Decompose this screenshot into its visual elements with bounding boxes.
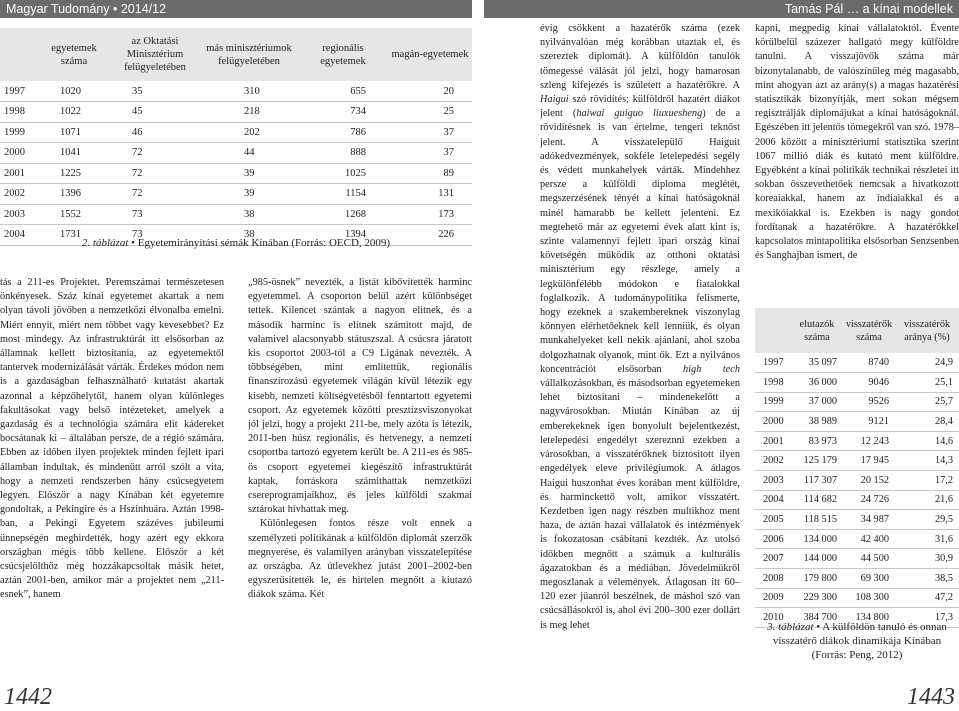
table-row	[755, 549, 959, 569]
text-run: ) de a rövidítésnek is van értelme, tengeri teknőst jelent. A visszatelepülő Haiguit adókedvezmények, sokféle letelepedési segély és védett munkahelyek várták. Mindehhez persze a külföldi diploma meglétét, megszerzésének tényét a kínai hatóságoknál minél hamarabb be kellett jelenteni. Ez megtehető már az egyetemi évek alatt kint is, szinte valamennyi fejlett ipari ország kínai követségén működik az otthoni oktatási minisztérium egy részlege, amely a legkülönfélébb módokon e fiatalokkal foglalkozik. A tudománypolitika felismerte, hogy ezeknek a szakembereknek viszonylag könnyen elérhetőeknek kell lenniük, és olyan munkahelyeket kell nekik ajánlani, ahol szoba dolgozhatnak olyanok, mint ők. Ezt a nyilvános koncentrációt elsősorban	[540, 108, 740, 375]
table-cell: 2007	[755, 549, 791, 569]
table-cell: 2008	[755, 569, 791, 589]
table-cell: 218	[200, 102, 298, 123]
table-row	[0, 204, 472, 225]
table-cell: 73	[110, 204, 200, 225]
table-cell: 2002	[0, 184, 38, 205]
table-cell: 28,4	[895, 412, 959, 432]
table-cell: 1396	[38, 184, 110, 205]
table-cell: 655	[298, 81, 388, 102]
table-cell: 17 945	[843, 451, 895, 471]
table-cell: 9526	[843, 392, 895, 412]
table-cell: 2000	[755, 412, 791, 432]
table-cell: 131	[388, 184, 472, 205]
italic-run: haiwai guiguo liuxuesheng	[576, 108, 703, 120]
table-header-cell: regionális egyetemek	[298, 28, 388, 81]
paragraph: „985-ösnek” nevezték, a listát kibővítették harminc egyetemmel. A csoporton belül azért különbséget tettek. Kilencet szántak a nagyon elitnek, és a második harminc is elitnek számított majd, de valamivel alacsonyabb státuszszal. A csúcsra járatott kis csoportot 2003-tól a C9 Ligának nevezték. A többségében, mint említettük, regionális finanszírozású egyetemek világán kívül létezik egy kisebb, nemzeti költségvetésből fenntartott egyetemi csoport. Az egyetemek közötti presztízsviszonyokat jól jelzi, hogy a projekt 211-be, mely azóta is létezik, 2011-ben húsz regionális, és hetvenegy, a nemzeti csoportba tartozó egyetem került be. A 211-es és 985-ös csoport egyetemei kiegészítő infrastruktúrát kaptak, forráskora számíthattak nemzetközi csereprogramjaikhoz, és jeles külföldi szakmai sztárokat hívhattak meg.	[248, 277, 472, 516]
text-run: szó rövidítés; külföldről hazatért diákot jelent (	[540, 94, 740, 120]
table-cell: 1731	[38, 225, 110, 246]
text-column-3	[540, 22, 740, 670]
table-cell: 2001	[755, 431, 791, 451]
table-2-caption	[0, 236, 472, 250]
table-cell: 1154	[298, 184, 388, 205]
table-cell: 25	[388, 102, 472, 123]
caption-text: • A külföldön tanuló és onnan visszatérő diákok dinamikája Kínában (Forrás: Peng, 2012)	[772, 621, 947, 661]
caption-label: 2. táblázat	[81, 237, 129, 249]
table-cell: 17,2	[895, 471, 959, 491]
table-cell: 1394	[298, 225, 388, 246]
table-header-cell: az Oktatási Minisztérium felügyeletében	[110, 28, 200, 81]
text-run: vállalkozásokban, és másodsorban egyetemeken lehet biztosítani – mindenekelőtt a nagyvárosokban. Miután Kínában az új emberekeknek igen bonyolult bejelentkezést, letelepedési engedélyt szereznni ezekben a városokban, a visszatérőknek biztosított ilyen engedélyek eleve privilégiumok. A átlagos Haigui huszonhat éves korában ment külföldre, és harminckettő volt, amikor visszatért. Kezdetben igen nagy részben multikhoz ment haza, de aztán hazai vállalatok és intézmények is fokozatosan csábítani kezdték. Az utolsó időkben megnőtt a számuk a kulturális ágazatokban és a médiában. Jövedelmükről megoszlanak a vélemények. Átlagosan itt 60–120 ezer jüanról beszélnek, de máshol szó van csúcsállásokról is, ahol évi 200–300 ezer dollárt is meg lehet	[540, 378, 740, 631]
table-cell: 1025	[298, 163, 388, 184]
table-cell: 72	[110, 184, 200, 205]
table-cell: 14,3	[895, 451, 959, 471]
table-row	[0, 122, 472, 143]
page-number-left: 1442	[4, 684, 52, 710]
table-cell: 1999	[0, 122, 38, 143]
table-cell: 1225	[38, 163, 110, 184]
table-cell: 73	[110, 225, 200, 246]
table-cell: 2004	[755, 490, 791, 510]
table-cell: 310	[200, 81, 298, 102]
table-cell: 36 000	[791, 373, 843, 393]
table-header-cell: magán-egyetemek	[388, 28, 472, 81]
table-header-cell: egyetemek száma	[38, 28, 110, 81]
table-cell: 1071	[38, 122, 110, 143]
running-header-left: Magyar Tudomány • 2014/12	[0, 0, 472, 18]
table-cell: 25,1	[895, 373, 959, 393]
table-cell: 2006	[755, 529, 791, 549]
table-cell: 1999	[755, 392, 791, 412]
paragraph: Különlegesen fontos része volt ennek a személyzeti politikának a külföldön diplomát szerzők megnyerése, és valamilyen arányban visszatelepítése az országba. Az útlevekhez jutást 2001–2002-ben egyszerűsítették le, és hirtelen megnőtt a kiutazó diákok száma. Két	[248, 518, 472, 601]
text-column-1	[0, 276, 224, 674]
table-cell: 38	[200, 225, 298, 246]
table-cell: 37	[388, 122, 472, 143]
table-cell: 37	[388, 143, 472, 164]
table-cell: 1041	[38, 143, 110, 164]
table-cell: 35	[110, 81, 200, 102]
table-row	[755, 412, 959, 432]
table-cell: 44	[200, 143, 298, 164]
table-cell: 34 987	[843, 510, 895, 530]
table-cell: 2005	[755, 510, 791, 530]
table-cell: 888	[298, 143, 388, 164]
table-cell: 31,6	[895, 529, 959, 549]
table-cell: 45	[110, 102, 200, 123]
table-cell: 8740	[843, 353, 895, 373]
table-header-row	[755, 308, 959, 353]
table-cell: 2002	[755, 451, 791, 471]
table-cell: 1552	[38, 204, 110, 225]
table-cell: 20 152	[843, 471, 895, 491]
table-row	[755, 353, 959, 373]
table-row	[755, 569, 959, 589]
table-cell: 2000	[0, 143, 38, 164]
table-cell: 1998	[755, 373, 791, 393]
table-row	[755, 510, 959, 530]
table-cell: 786	[298, 122, 388, 143]
table-header-cell	[755, 308, 791, 353]
table-cell: 2009	[755, 588, 791, 608]
table-cell: 20	[388, 81, 472, 102]
table-cell: 37 000	[791, 392, 843, 412]
running-header-right: Tamás Pál … a kínai modellek	[484, 0, 959, 18]
table-cell: 9046	[843, 373, 895, 393]
table-cell: 134 800	[843, 608, 895, 628]
text-run: évig csökkent a hazatérők száma (ezek nyilvánvalóan még korábban utaztak el, és szereztek diplomát). A külföldön tanulók tömegessé válását jól jelzi, hogy hamarosan szleng kifejezés is született a hazatérőkre. A	[540, 23, 740, 91]
paragraph: tás a 211-es Projektet. Peremszámai természetesen önkényesek. Száz kínai egyetemet akartak a nem olyan távoli jövőben a nemzetközi élvonalba emelni. Miért ennyit, miért nem többet vagy kevesebbet? Ez most mindegy. Az infrastruktúrát itt elsősorban az államnak kellett biztosítania, az egyetemektől tantervek modernizálását várták. Érdekes módon nem is a gazdaságban felhasználható kutatást akartak azonnal a képzőhelytől, hanem olyan különleges fakultásokat vagy belső intézeteket, amelyek a gazdaság és a technológia számára elit kádereket bocsátanak ki – általában persze, de a régió számára. Ebben az időben ilyen projektek minden fejlett ipari államban indultak, és mindenütt arról szólt a vita, hogy a nemzeti rendszerben hány csúcsegyetem legyen. Először a nagy Kínában két egyetemre gondoltak, a Pekingire és a Hszinhuára. Aztán 1998-ban, a Pekingi Egyetem százéves jubileumi ünnepségén meghirdették, hogy azért egy ekkora országban mégis több kellene. Először a két csúcsjelölthöz még hozzákapcsoltak másik hetet, aztán 2001-ben, amikor már a projektet nem „211-esnek”, hanem	[0, 277, 224, 601]
table-cell: 118 515	[791, 510, 843, 530]
table-cell: 108 300	[843, 588, 895, 608]
text-column-2	[248, 276, 472, 674]
page-number-right: 1443	[907, 684, 955, 710]
table-cell: 1268	[298, 204, 388, 225]
table-cell: 42 400	[843, 529, 895, 549]
table-cell: 2003	[0, 204, 38, 225]
table-cell: 134 000	[791, 529, 843, 549]
table-cell: 173	[388, 204, 472, 225]
table-cell: 24,9	[895, 353, 959, 373]
table-2	[0, 28, 472, 246]
table-cell: 226	[388, 225, 472, 246]
table-header-cell: elutazók száma	[791, 308, 843, 353]
table-row	[755, 471, 959, 491]
table-cell: 12 243	[843, 431, 895, 451]
table-cell: 25,7	[895, 392, 959, 412]
table-cell: 38 989	[791, 412, 843, 432]
table-3-caption	[755, 620, 959, 662]
table-cell: 39	[200, 184, 298, 205]
table-row	[755, 392, 959, 412]
table-cell: 229 300	[791, 588, 843, 608]
table-cell: 1997	[755, 353, 791, 373]
italic-run: high tech	[683, 363, 740, 375]
table-cell: 69 300	[843, 569, 895, 589]
table-cell: 39	[200, 163, 298, 184]
table-cell: 29,5	[895, 510, 959, 530]
table-cell: 2003	[755, 471, 791, 491]
table-row	[0, 81, 472, 102]
table-cell: 38,5	[895, 569, 959, 589]
table-header-cell	[0, 28, 38, 81]
table-row	[0, 184, 472, 205]
paragraph: kapni, megpedig kínai vállalatoktól. Évente körülbelül százezer hallgató megy külföldre tanulni. A visszajövők száma már bizonytalanabb, de valószínűleg még magasabb, mint ahogyan azt az arány(s) a magas hazatérési statisztikák bizonyítják, mert sokan mégsem regisztrálják diplomájukat a kínai hatóságoknál. Egészében itt jelentős tömegekről van szó. 1978–2006 között a minisztériumi statisztika szerint 1067 millió diák és kutató ment külföldre. Egyébként a kínai politikák technikai részletei itt sokban összevethetőek nemcsak a hivatkozott koreaiakkal, hanem az indiaiakkal és a mexikóiakkal is. Ezekben is nagy gondot fordítanak a hazatérőkre. A hazatérőkkel kapcsolatos mintapolitika elsősorban Senzsenben és Sanghajban ismert, de	[755, 23, 959, 262]
table-cell: 2004	[0, 225, 38, 246]
table-cell: 24 726	[843, 490, 895, 510]
table-cell: 9121	[843, 412, 895, 432]
table-row	[755, 373, 959, 393]
table-cell: 44 500	[843, 549, 895, 569]
table-cell: 14,6	[895, 431, 959, 451]
table-cell: 1998	[0, 102, 38, 123]
table-cell: 1022	[38, 102, 110, 123]
table-cell: 21,6	[895, 490, 959, 510]
table-row	[755, 529, 959, 549]
table-row	[0, 163, 472, 184]
table-cell: 17,3	[895, 608, 959, 628]
caption-label: 3. táblázat	[767, 621, 814, 633]
table-header-cell: visszatérők aránya (%)	[895, 308, 959, 353]
table-cell: 2010	[755, 608, 791, 628]
table-cell: 734	[298, 102, 388, 123]
table-cell: 179 800	[791, 569, 843, 589]
table-cell: 1020	[38, 81, 110, 102]
table-cell: 89	[388, 163, 472, 184]
table-cell: 72	[110, 143, 200, 164]
table-row	[755, 451, 959, 471]
table-header-cell: más minisztériumok felügyeletében	[200, 28, 298, 81]
table-cell: 144 000	[791, 549, 843, 569]
table-cell: 117 307	[791, 471, 843, 491]
paragraph	[540, 22, 740, 633]
italic-run: Haigui	[540, 94, 569, 106]
table-row	[755, 588, 959, 608]
table-cell: 47,2	[895, 588, 959, 608]
table-cell: 384 700	[791, 608, 843, 628]
table-cell: 83 973	[791, 431, 843, 451]
table-cell: 72	[110, 163, 200, 184]
table-cell: 46	[110, 122, 200, 143]
table-row	[0, 143, 472, 164]
table-row	[755, 490, 959, 510]
table-cell: 35 097	[791, 353, 843, 373]
table-cell: 30,9	[895, 549, 959, 569]
caption-text: • Egyetemirányítási sémák Kínában (Forrás: OECD, 2009)	[128, 237, 391, 249]
table-cell: 114 682	[791, 490, 843, 510]
text-column-4	[755, 22, 959, 300]
table-row	[0, 102, 472, 123]
table-header-row	[0, 28, 472, 81]
table-cell: 202	[200, 122, 298, 143]
table-cell: 2001	[0, 163, 38, 184]
table-cell: 125 179	[791, 451, 843, 471]
table-header-cell: visszatérők száma	[843, 308, 895, 353]
table-row	[755, 431, 959, 451]
table-cell: 38	[200, 204, 298, 225]
table-3	[755, 308, 959, 628]
table-cell: 1997	[0, 81, 38, 102]
